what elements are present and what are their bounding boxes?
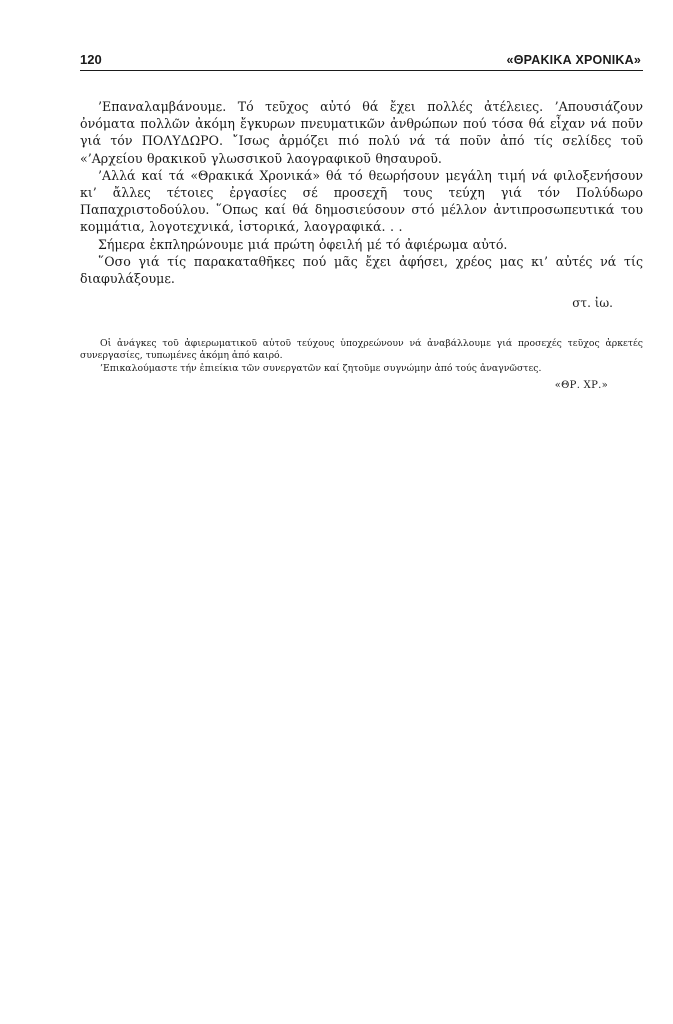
editorial-notes xyxy=(80,338,643,375)
paragraph: ’Επαναλαμβάνουμε. Τό τεῦχος αὐτό θά ἔχει πολλές ἀτέλειες. ’Απουσιάζουν ὀνόματα πολλῶν ἀκόμη ἔγκυρων πνευματικῶν ἀνθρώπων πού τόσα θά εἶχαν νά ποῦν γιά τόν ΠΟΛΥΔΩΡΟ. ῎Ισως ἀρμόζει πιό πολύ νά τά ποῦν ἀπό τίς σελίδες τοῦ «’Αρχείου θρακικοῦ γλωσσικοῦ λαογραφικοῦ θησαυροῦ. xyxy=(80,99,643,166)
notes-signature: «ΘΡ. ΧΡ.» xyxy=(554,379,608,391)
document-page xyxy=(80,52,643,391)
paragraph: ’Αλλά καί τά «Θρακικά Χρονικά» θά τό θεωρήσουν μεγάλη τιμή νά φιλοξενήσουν κι’ ἄλλες τέτοιες ἐργασίες σέ προσεχῆ τους τεύχη γιά τόν Πολύδωρο Παπαχριστοδούλου. ῞Οπως καί θά δημοσιεύσουν στό μέλλον ἀντιπροσωπευτικά του κομμάτια, λογοτεχνικά, ἱστορικά, λαογραφικά. . . xyxy=(80,167,643,235)
body-text xyxy=(80,98,643,287)
note-paragraph: Οἱ ἀνάγκες τοῦ ἀφιερωματικοῦ αὐτοῦ τεύχους ὑποχρεώνουν νά ἀναβάλλουμε γιά προσεχές τεῦχος ἀρκετές συνεργασίες, τυπωμένες ἀκόμη ἀπό καιρό. xyxy=(80,338,643,362)
page-header xyxy=(80,52,643,71)
paragraph: ῞Οσο γιά τίς παρακαταθῆκες πού μᾶς ἔχει ἀφήσει, χρέος μας κι’ αὐτές νά τίς διαφυλάξουμε. xyxy=(80,253,643,287)
page-number: 120 xyxy=(80,52,102,67)
running-title: «ΘΡΑΚΙΚΑ ΧΡΟΝΙΚΑ» xyxy=(506,53,641,67)
paragraph: Σήμερα ἐκπληρώνουμε μιά πρώτη ὀφειλή μέ τό ἀφιέρωμα αὐτό. xyxy=(98,236,508,252)
note-paragraph: ’Επικαλούμαστε τήν ἐπιείκια τῶν συνεργατῶν καί ζητοῦμε συγνώμην ἀπό τούς ἀναγνῶστες. xyxy=(100,362,542,374)
author-initials: στ. ἰω. xyxy=(572,296,613,311)
